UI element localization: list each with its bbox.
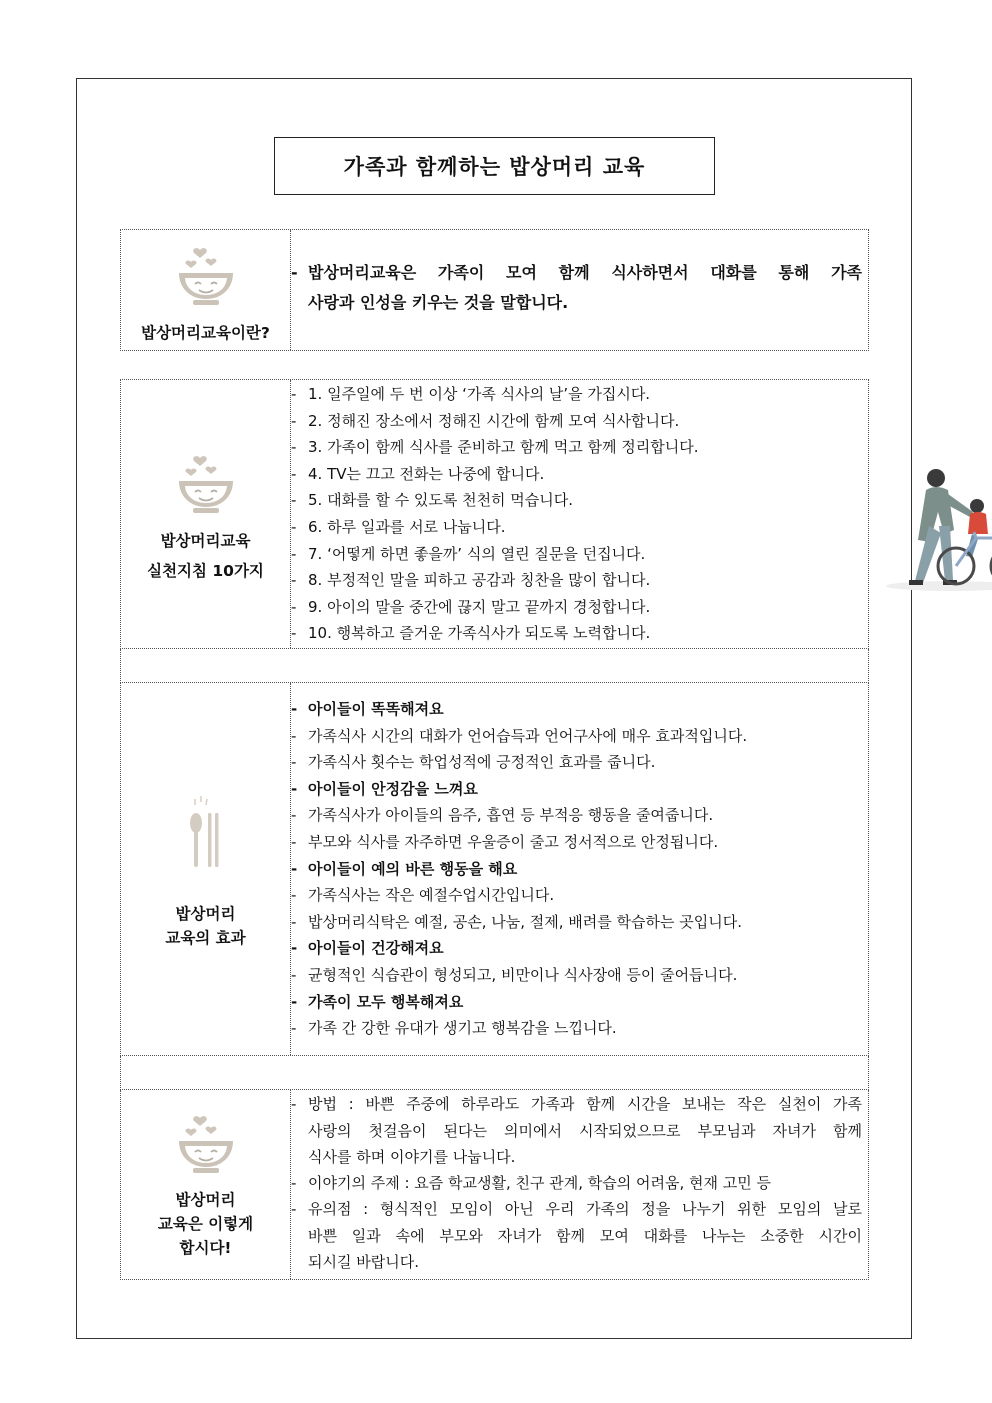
bullet-dash: - bbox=[291, 886, 297, 905]
list-item bbox=[291, 882, 868, 909]
bullet-dash: - bbox=[291, 779, 298, 798]
note-line-3 bbox=[291, 1249, 862, 1276]
list-item bbox=[291, 802, 868, 829]
bullet-dash: - bbox=[291, 859, 298, 878]
bullet-dash: - bbox=[291, 491, 297, 510]
list-item-text: 가족식사 시간의 대화가 언어습득과 언어구사에 매우 효과적입니다. bbox=[308, 726, 748, 745]
section-guidelines bbox=[120, 379, 869, 649]
definition-text-2: 사랑과 인성을 키우는 것을 말합니다. bbox=[308, 293, 569, 312]
bullet-dash: - bbox=[291, 544, 297, 563]
list-item bbox=[291, 776, 868, 803]
list-item-text: 5. 대화를 할 수 있도록 천천히 먹습니다. bbox=[308, 491, 574, 510]
list-item-text: 아이들이 건강해져요 bbox=[308, 939, 444, 958]
bullet-dash: - bbox=[291, 966, 297, 984]
spoon-chopsticks-icon bbox=[181, 793, 231, 873]
bullet-dash: - bbox=[291, 939, 298, 958]
bullet-dash: - bbox=[291, 1174, 297, 1192]
section-guidelines-label-cell bbox=[121, 380, 291, 648]
list-item-text: 가족이 모두 행복해져요 bbox=[308, 992, 464, 1011]
definition-text-1: 밥상머리교육은 가족이 모여 함께 식사하면서 대화를 통해 가족 bbox=[308, 263, 862, 282]
method-line-2 bbox=[291, 1118, 862, 1145]
list-item bbox=[291, 909, 868, 936]
list-item-text: 4. TV는 끄고 전화는 나중에 합니다. bbox=[308, 464, 545, 483]
section-howto-label-1: 밥상머리 bbox=[175, 1191, 236, 1209]
list-item bbox=[291, 620, 868, 647]
topic-line bbox=[291, 1170, 862, 1197]
bullet-dash: - bbox=[291, 1019, 297, 1038]
list-item bbox=[291, 962, 868, 989]
note-text-3: 되시길 바랍니다. bbox=[308, 1253, 419, 1271]
list-item bbox=[291, 723, 868, 750]
section-howto-label-cell bbox=[121, 1090, 291, 1279]
bullet-dash: - bbox=[291, 597, 297, 616]
section-howto-content bbox=[291, 1090, 868, 1279]
bowl-hearts-icon bbox=[173, 1108, 239, 1178]
topic-text: 이야기의 주제 : 요즘 학교생활, 친구 관계, 학습의 어려움, 현재 고민 등 bbox=[308, 1174, 772, 1192]
list-item bbox=[291, 935, 868, 962]
section-effects-content bbox=[291, 683, 868, 1055]
section-guidelines-content bbox=[291, 380, 868, 648]
section-definition-label-cell bbox=[121, 230, 291, 350]
bullet-dash: - bbox=[291, 263, 298, 282]
page-title: 가족과 함께하는 밥상머리 교육 bbox=[274, 137, 715, 195]
section-howto bbox=[120, 1090, 869, 1280]
bullet-dash: - bbox=[291, 411, 297, 430]
list-item-text: 아이들이 예의 바른 행동을 해요 bbox=[308, 859, 518, 878]
note-text-1: 유의점 : 형식적인 모임이 아닌 우리 가족의 정을 나누기 위한 모임의 날로 bbox=[308, 1200, 862, 1218]
list-item bbox=[291, 696, 868, 723]
bullet-dash: - bbox=[291, 438, 297, 457]
list-item bbox=[291, 514, 868, 541]
bullet-dash: - bbox=[291, 1095, 297, 1113]
list-item-text: 가족 간 강한 유대가 생기고 행복감을 느낍니다. bbox=[308, 1019, 617, 1038]
bullet-dash: - bbox=[291, 464, 297, 483]
section-spacer-1 bbox=[120, 649, 869, 683]
bullet-dash: - bbox=[291, 992, 298, 1011]
bullet-dash: - bbox=[291, 753, 297, 772]
list-item-text: 밥상머리식탁은 예절, 공손, 나눔, 절제, 배려를 학습하는 곳입니다. bbox=[308, 912, 742, 931]
list-item bbox=[291, 434, 868, 461]
bullet-dash: - bbox=[291, 1200, 297, 1218]
list-item-text: 아이들이 안정감을 느껴요 bbox=[308, 779, 478, 798]
list-item bbox=[291, 749, 868, 776]
bullet-dash: - bbox=[291, 571, 297, 590]
list-item bbox=[291, 408, 868, 435]
section-definition-label: 밥상머리교육이란? bbox=[141, 324, 270, 342]
method-line-1 bbox=[291, 1091, 862, 1118]
bowl-hearts-icon bbox=[173, 240, 239, 310]
section-definition bbox=[120, 229, 869, 351]
bullet-dash: - bbox=[291, 726, 297, 745]
note-line-2 bbox=[291, 1223, 862, 1250]
list-item bbox=[291, 594, 868, 621]
section-effects-label-2: 교육의 효과 bbox=[165, 929, 246, 947]
list-item bbox=[291, 381, 868, 408]
list-item bbox=[291, 829, 868, 856]
list-item bbox=[291, 989, 868, 1016]
definition-line-2 bbox=[291, 290, 862, 317]
parent-child-bicycle-illustration bbox=[881, 466, 992, 596]
note-line-1 bbox=[291, 1196, 862, 1223]
method-text-1: 방법 : 바쁜 주중에 하루라도 가족과 함께 시간을 보내는 작은 실천이 가족 bbox=[308, 1095, 862, 1113]
section-guidelines-label-1: 밥상머리교육 bbox=[160, 532, 251, 550]
bullet-dash: - bbox=[291, 518, 297, 536]
list-item-text: 9. 아이의 말을 중간에 끊지 말고 끝까지 경청합니다. bbox=[308, 597, 651, 616]
section-guidelines-label-2: 실천지침 10가지 bbox=[147, 562, 264, 580]
note-text-2: 바쁜 일과 속에 부모와 자녀가 함께 모여 대화를 나누는 소중한 시간이 bbox=[308, 1227, 862, 1245]
bullet-dash: - bbox=[291, 700, 298, 718]
section-effects-label-1: 밥상머리 bbox=[175, 905, 236, 923]
list-item-text: 부모와 식사를 자주하면 우울증이 줄고 정서적으로 안정됩니다. bbox=[308, 833, 719, 851]
method-text-2: 사랑의 첫걸음이 된다는 의미에서 시작되었으므로 부모님과 자녀가 함께 bbox=[308, 1122, 862, 1140]
list-item bbox=[291, 567, 868, 594]
list-item bbox=[291, 461, 868, 488]
section-effects bbox=[120, 683, 869, 1056]
list-item bbox=[291, 856, 868, 883]
list-item-text: 6. 하루 일과를 서로 나눕니다. bbox=[308, 518, 506, 536]
bullet-dash: - bbox=[291, 624, 297, 643]
section-effects-label-cell bbox=[121, 683, 291, 1055]
section-howto-label-3: 합시다! bbox=[179, 1239, 232, 1257]
list-item-text: 균형적인 식습관이 형성되고, 비만이나 식사장애 등이 줄어듭니다. bbox=[308, 966, 738, 984]
bullet-dash: - bbox=[291, 912, 297, 931]
list-item-text: 2. 정해진 장소에서 정해진 시간에 함께 모여 식사합니다. bbox=[308, 411, 680, 430]
list-item-text: 가족식사 횟수는 학업성적에 긍정적인 효과를 줍니다. bbox=[308, 753, 656, 772]
section-howto-label-2: 교육은 이렇게 bbox=[157, 1215, 254, 1233]
list-item bbox=[291, 541, 868, 568]
list-item-text: 3. 가족이 함께 식사를 준비하고 함께 먹고 함께 정리합니다. bbox=[308, 438, 699, 457]
definition-line-1 bbox=[291, 260, 862, 287]
bullet-dash: - bbox=[291, 806, 297, 825]
method-text-3: 식사를 하며 이야기를 나눕니다. bbox=[308, 1148, 516, 1166]
section-spacer-2 bbox=[120, 1056, 869, 1090]
list-item bbox=[291, 1015, 868, 1042]
list-item-text: 아이들이 똑똑해져요 bbox=[308, 700, 444, 718]
bowl-hearts-icon bbox=[173, 448, 239, 518]
method-line-3 bbox=[291, 1144, 862, 1171]
bullet-dash: - bbox=[291, 833, 297, 851]
list-item-text: 1. 일주일에 두 번 이상 ‘가족 식사의 날’을 가집시다. bbox=[308, 385, 651, 403]
list-item-text: 가족식사는 작은 예절수업시간입니다. bbox=[308, 886, 555, 905]
list-item-text: 8. 부정적인 말을 피하고 공감과 칭찬을 많이 합니다. bbox=[308, 571, 651, 590]
list-item-text: 가족식사가 아이들의 음주, 흡연 등 부적응 행동을 줄여줍니다. bbox=[308, 806, 714, 825]
bullet-dash: - bbox=[291, 385, 297, 403]
section-definition-content bbox=[291, 230, 868, 350]
list-item-text: 10. 행복하고 즐거운 가족식사가 되도록 노력합니다. bbox=[308, 624, 651, 643]
list-item-text: 7. ‘어떻게 하면 좋을까’ 식의 열린 질문을 던집니다. bbox=[308, 544, 646, 563]
list-item bbox=[291, 487, 868, 514]
